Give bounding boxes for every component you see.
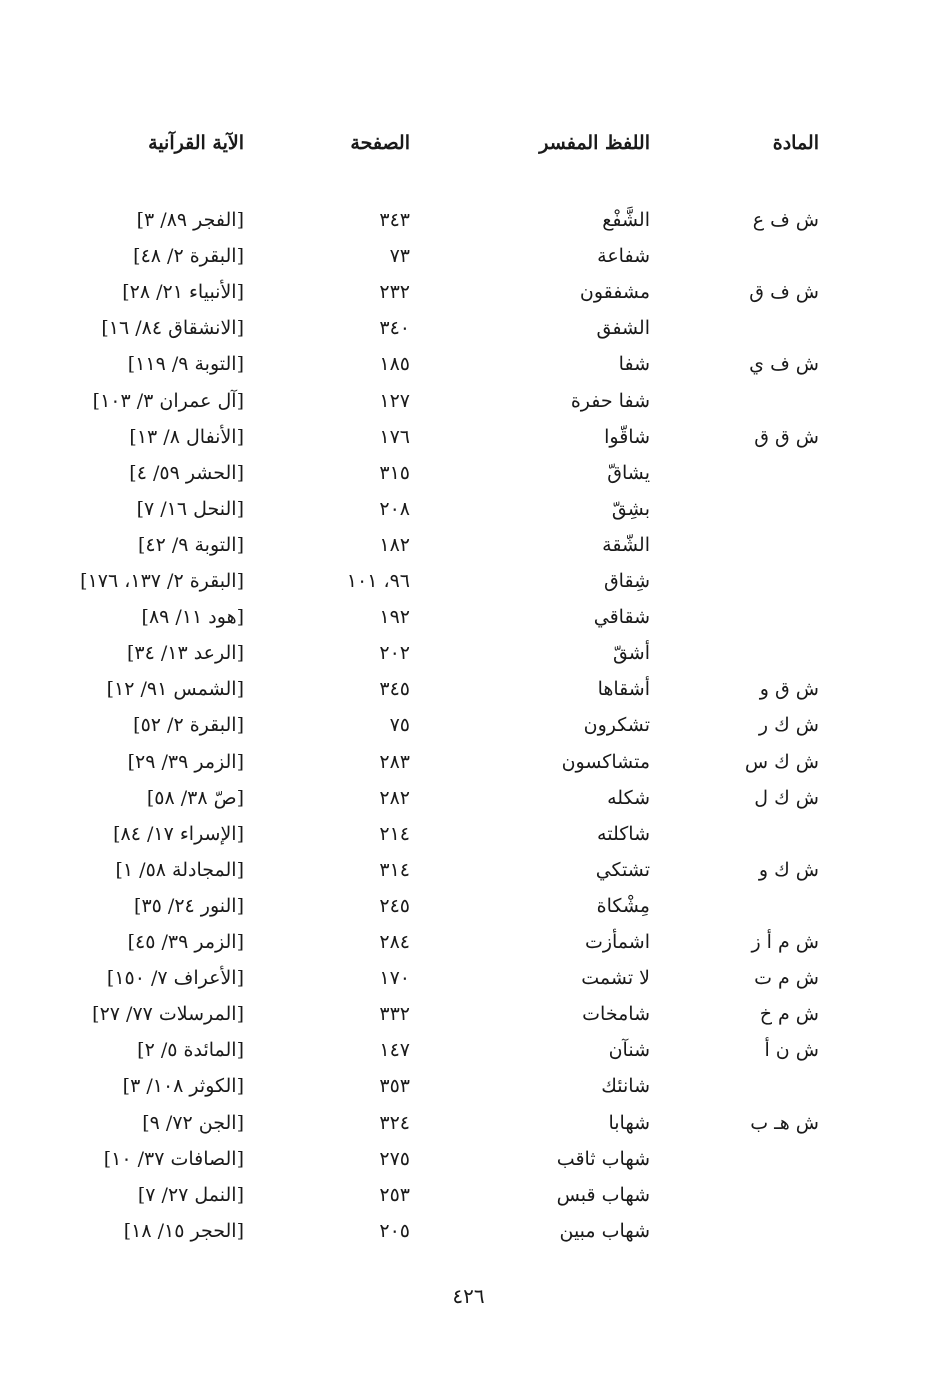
verse-cell: [الحجر ١٥/ ١٨] xyxy=(123,1219,244,1242)
page-cell: ٣٤٠ xyxy=(379,317,410,340)
word-cell: شاكلته xyxy=(597,822,650,845)
page-cell: ٣١٥ xyxy=(379,461,410,484)
page-cell: ٧٥ xyxy=(389,714,410,737)
verse-cell: [المجادلة ٥٨/ ١] xyxy=(115,858,244,881)
page-cell: ١٩٢ xyxy=(379,606,410,629)
root-cell: ش هـ ب xyxy=(750,1111,819,1134)
word-cell: أشقاها xyxy=(597,678,650,701)
word-cell: يشاقّ xyxy=(607,461,650,484)
header-root: المادة xyxy=(772,132,819,154)
page-cell: ٣١٤ xyxy=(379,858,410,881)
table-row xyxy=(0,635,937,671)
page-cell: ١٢٧ xyxy=(379,389,410,412)
verse-cell: [الحشر ٥٩/ ٤] xyxy=(129,461,244,484)
root-cell: ش ف ق xyxy=(749,281,819,304)
table-row xyxy=(0,1213,937,1249)
verse-cell: [الزمر ٣٩/ ٤٥] xyxy=(127,931,244,953)
word-cell: شهاب مبين xyxy=(559,1219,650,1242)
page-cell: ٢٥٣ xyxy=(379,1183,410,1206)
table-row xyxy=(0,996,937,1032)
root-cell: ش ك و xyxy=(758,858,819,881)
table-row xyxy=(0,852,937,888)
word-cell: الشّقة xyxy=(602,533,650,556)
root-cell: ش ك ر xyxy=(758,714,819,737)
root-cell: ش ك س xyxy=(744,750,819,773)
verse-cell: [البقرة ٢/ ٤٨] xyxy=(133,245,244,268)
root-cell: ش م ت xyxy=(754,967,819,990)
page-cell: ٧٣ xyxy=(389,245,410,268)
verse-cell: [الانشقاق ٨٤/ ١٦] xyxy=(101,317,244,340)
table-row xyxy=(0,383,937,419)
word-cell: الشفق xyxy=(596,317,650,340)
table-row xyxy=(0,888,937,924)
page-cell: ١٤٧ xyxy=(379,1039,410,1062)
root-cell: ش م خ xyxy=(759,1003,819,1026)
table-row xyxy=(0,202,937,238)
table-row xyxy=(0,671,937,707)
verse-cell: [المائدة ٥/ ٢] xyxy=(137,1039,244,1062)
verse-cell: [التوبة ٩/ ٤٢] xyxy=(137,533,244,556)
word-cell: اشمأزت xyxy=(584,931,650,953)
word-cell: الشَّفْع xyxy=(602,209,650,231)
page-cell: ٢٧٥ xyxy=(379,1147,410,1170)
page-cell: ٢٨٣ xyxy=(379,750,410,773)
table-row xyxy=(0,274,937,310)
page-cell: ٢٤٥ xyxy=(379,894,410,917)
word-cell: شفا حفرة xyxy=(570,389,650,412)
root-cell: ش ك ل xyxy=(754,786,819,809)
page-cell: ٢٠٢ xyxy=(379,642,410,665)
page-cell: ٢٣٢ xyxy=(379,281,410,304)
page-cell: ١٧٠ xyxy=(379,967,410,990)
header-word: اللفظ المفسر xyxy=(539,132,650,154)
root-cell: ش ن أ xyxy=(764,1039,819,1062)
table-row xyxy=(0,419,937,455)
verse-cell: [النحل ١٦/ ٧] xyxy=(136,497,244,520)
verse-cell: [المرسلات ٧٧/ ٢٧] xyxy=(92,1003,244,1026)
verse-cell: [الجن ٧٢/ ٩] xyxy=(142,1111,244,1134)
word-cell: شنآن xyxy=(608,1039,650,1062)
table-row xyxy=(0,744,937,780)
page-cell: ١٧٦ xyxy=(379,425,410,448)
word-cell: شهاب قبس xyxy=(556,1183,650,1206)
verse-cell: [الأنبياء ٢١/ ٢٨] xyxy=(122,281,244,304)
table-row xyxy=(0,491,937,527)
verse-cell: [التوبة ٩/ ١١٩] xyxy=(127,353,244,376)
verse-cell: [النمل ٢٧/ ٧] xyxy=(137,1183,244,1206)
verse-cell: [الأنفال ٨/ ١٣] xyxy=(129,425,244,448)
page-cell: ٢٨٢ xyxy=(379,786,410,809)
table-row xyxy=(0,960,937,996)
root-cell: ش ف ع xyxy=(752,209,819,231)
table-row xyxy=(0,599,937,635)
word-cell: شفا xyxy=(618,353,650,376)
header-verse: الآية القرآنية xyxy=(148,132,244,154)
verse-cell: [صّ ٣٨/ ٥٨] xyxy=(146,786,244,809)
table-row xyxy=(0,527,937,563)
verse-cell: [الإسراء ١٧/ ٨٤] xyxy=(113,822,244,845)
page-cell: ١٨٥ xyxy=(379,353,410,376)
table-row xyxy=(0,816,937,852)
word-cell: أشقّ xyxy=(612,642,650,665)
table-row xyxy=(0,346,937,382)
table-row xyxy=(0,1177,937,1213)
word-cell: شاقّوا xyxy=(604,425,650,448)
page-cell: ٣٥٣ xyxy=(379,1075,410,1098)
word-cell: شِقاق xyxy=(603,570,650,592)
table-row xyxy=(0,238,937,274)
word-cell: شقاقي xyxy=(593,606,650,629)
verse-cell: [الرعد ١٣/ ٣٤] xyxy=(126,642,244,665)
table-row xyxy=(0,1141,937,1177)
page-cell: ٣٤٣ xyxy=(379,209,410,231)
page-cell: ٢٠٨ xyxy=(379,497,410,520)
word-cell: تشكرون xyxy=(583,714,650,737)
table-row xyxy=(0,780,937,816)
table-row xyxy=(0,924,937,960)
page-cell: ٣٣٢ xyxy=(379,1003,410,1026)
verse-cell: [الصافات ٣٧/ ١٠] xyxy=(103,1147,244,1170)
word-cell: شهابا xyxy=(608,1111,650,1134)
page-cell: ٢١٤ xyxy=(379,822,410,845)
word-cell: لا تشمت xyxy=(581,967,650,990)
word-cell: تشتكي xyxy=(595,858,650,881)
root-cell: ش ف ي xyxy=(749,353,819,376)
word-cell: شكله xyxy=(607,786,650,809)
table-row xyxy=(0,310,937,346)
table-row xyxy=(0,563,937,599)
page-cell: ٢٠٥ xyxy=(379,1219,410,1242)
verse-cell: [آل عمران ٣/ ١٠٣] xyxy=(92,389,244,412)
verse-cell: [البقرة ٢/ ١٣٧، ١٧٦] xyxy=(80,570,244,592)
word-cell: شامخات xyxy=(582,1003,650,1026)
page-cell: ٩٦، ١٠١ xyxy=(346,570,410,592)
verse-cell: [هود ١١/ ٨٩] xyxy=(141,606,244,629)
page-cell: ٣٤٥ xyxy=(379,678,410,701)
table-row xyxy=(0,1105,937,1141)
table-row xyxy=(0,1032,937,1068)
table-row xyxy=(0,455,937,491)
verse-cell: [البقرة ٢/ ٥٢] xyxy=(133,714,244,737)
word-cell: شفاعة xyxy=(597,245,650,268)
verse-cell: [الكوثر ١٠٨/ ٣] xyxy=(122,1075,244,1098)
verse-cell: [الفجر ٨٩/ ٣] xyxy=(136,209,244,231)
header-page: الصفحة xyxy=(350,132,410,154)
root-cell: ش م أ ز xyxy=(751,931,819,953)
word-cell: مشفقون xyxy=(579,281,650,304)
page-cell: ٢٨٤ xyxy=(379,931,410,953)
root-cell: ش ق و xyxy=(759,678,819,701)
table-row xyxy=(0,707,937,743)
table-row xyxy=(0,1068,937,1104)
word-cell: شانئك xyxy=(601,1075,650,1098)
verse-cell: [النور ٢٤/ ٣٥] xyxy=(134,894,244,917)
verse-cell: [الزمر ٣٩/ ٢٩] xyxy=(127,750,244,773)
verse-cell: [الأعراف ٧/ ١٥٠] xyxy=(106,967,244,990)
word-cell: متشاكسون xyxy=(561,750,650,773)
page-number: ٤٢٦ xyxy=(452,1284,485,1308)
root-cell: ش ق ق xyxy=(754,425,819,448)
word-cell: بشِقّ xyxy=(611,497,650,520)
word-cell: شهاب ثاقب xyxy=(556,1147,650,1170)
word-cell: مِشْكاة xyxy=(596,894,650,917)
verse-cell: [الشمس ٩١/ ١٢] xyxy=(106,678,244,701)
page-cell: ٣٢٤ xyxy=(379,1111,410,1134)
page-cell: ١٨٢ xyxy=(379,533,410,556)
